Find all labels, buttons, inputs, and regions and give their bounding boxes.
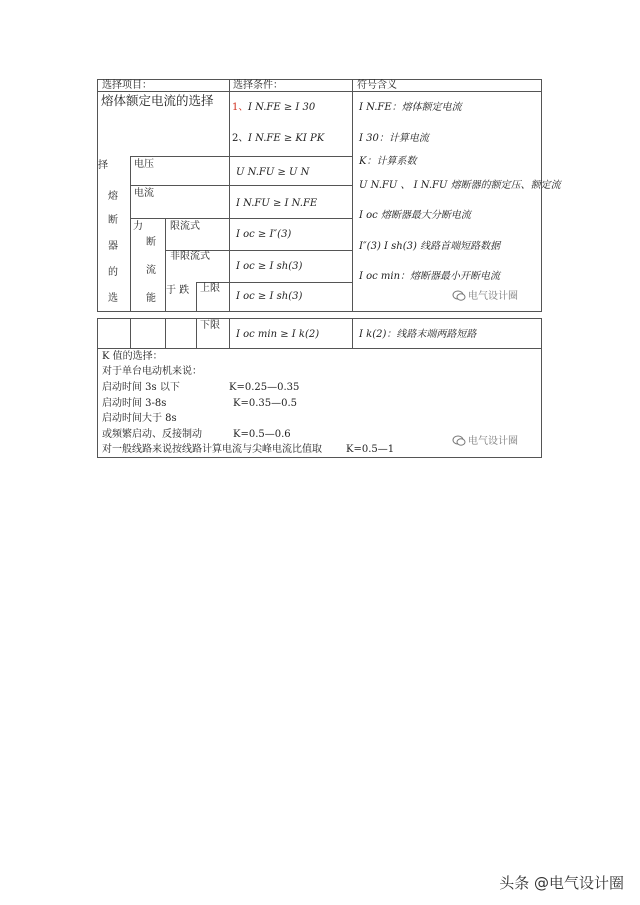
vertical-label-char: 的 (108, 267, 118, 278)
row-title-rated-current: 熔体额定电流的选择 (101, 93, 214, 108)
k-line-label: 对于单台电动机来说： (102, 366, 202, 377)
symbol-coefficient: K：计算系数 (359, 156, 417, 167)
breaking-capacity-char: 力 (133, 221, 143, 232)
breaking-capacity-char: 流 (146, 265, 156, 276)
upper-limit-label: 上限 (200, 283, 220, 294)
vertical-label-char: 断 (108, 215, 118, 226)
drop-out-label: 于 跌 (166, 285, 190, 296)
watermark (452, 432, 518, 447)
chat-bubble-icon (452, 435, 466, 447)
k-line-label: 或频繁启动、反接制动 (102, 429, 202, 440)
current-condition: I N.FU ≥ I N.FE (236, 198, 318, 209)
lower-limit-label: 下限 (200, 320, 220, 331)
non-current-limiting-condition: I oc ≥ I sh(3) (236, 261, 303, 272)
condition-1-number: 1、 (232, 102, 249, 113)
condition-2-number: 2、 (232, 133, 249, 144)
header-symbol-meaning: 符号含义 (357, 80, 397, 91)
k-line-label: 启动时间大于 8s (102, 413, 177, 424)
current-limiting-condition: I oc ≥ I″(3) (236, 229, 292, 240)
symbol-calculated-current: I 30：计算电流 (359, 133, 429, 144)
breaking-capacity-char: 断 (146, 237, 156, 248)
k-value-title: K 值的选择： (102, 351, 163, 362)
header-selection-condition: 选择条件： (233, 80, 283, 91)
non-current-limiting-label: 非限流式 (170, 251, 210, 262)
current-limiting-label: 限流式 (170, 221, 200, 232)
k-line-label: 启动时间 3s 以下 (102, 382, 180, 393)
k-line-value: K=0.5—0.6 (233, 429, 291, 440)
footer-attribution: 头条 @电气设计圈 (499, 874, 624, 892)
symbol-short-circuit-data: I″(3) I sh(3) 线路首端短路数据 (359, 241, 501, 252)
symbol-max-breaking-current: I oc 熔断器最大分断电流 (359, 210, 471, 221)
voltage-label: 电压 (134, 159, 154, 170)
header-selection-item: 选择项目： (102, 80, 152, 91)
symbol-rated-voltage-current: U N.FU 、 I N.FU 熔断器的额定压、额定流 (359, 180, 561, 191)
watermark (452, 287, 518, 302)
symbol-end-short-circuit: I k(2)：线路末端两路短路 (359, 329, 477, 340)
symbol-rated-fuse-current: I N.FE：熔体额定电流 (359, 102, 462, 113)
vertical-label-char: 熔 (108, 191, 118, 202)
vertical-label-char: 选 (108, 293, 118, 304)
breaking-capacity-char: 能 (146, 293, 156, 304)
k-line-value: K=0.25—0.35 (229, 382, 300, 393)
k-line-label: 启动时间 3-8s (102, 398, 167, 409)
lower-limit-condition: I oc min ≥ I k(2) (236, 329, 320, 340)
upper-limit-condition: I oc ≥ I sh(3) (236, 291, 303, 302)
condition-2-formula: I N.FE ≥ KI PK (248, 133, 325, 144)
watermark-text: 电气设计圈 (468, 436, 518, 447)
symbol-min-breaking-current: I oc min：熔断器最小开断电流 (359, 271, 501, 282)
vertical-label-char: 择 (98, 160, 108, 171)
k-line-value: K=0.35—0.5 (233, 398, 298, 409)
watermark-text: 电气设计圈 (468, 291, 518, 302)
chat-bubble-icon (452, 290, 466, 302)
voltage-condition: U N.FU ≥ U N (236, 167, 310, 178)
current-label: 电流 (134, 188, 154, 199)
vertical-label-char: 器 (108, 241, 118, 252)
condition-1-formula: I N.FE ≥ I 30 (248, 102, 316, 113)
k-line-label: 对一般线路来说按线路计算电流与尖峰电流比值取 (102, 444, 322, 455)
k-line-value: K=0.5—1 (346, 444, 395, 455)
